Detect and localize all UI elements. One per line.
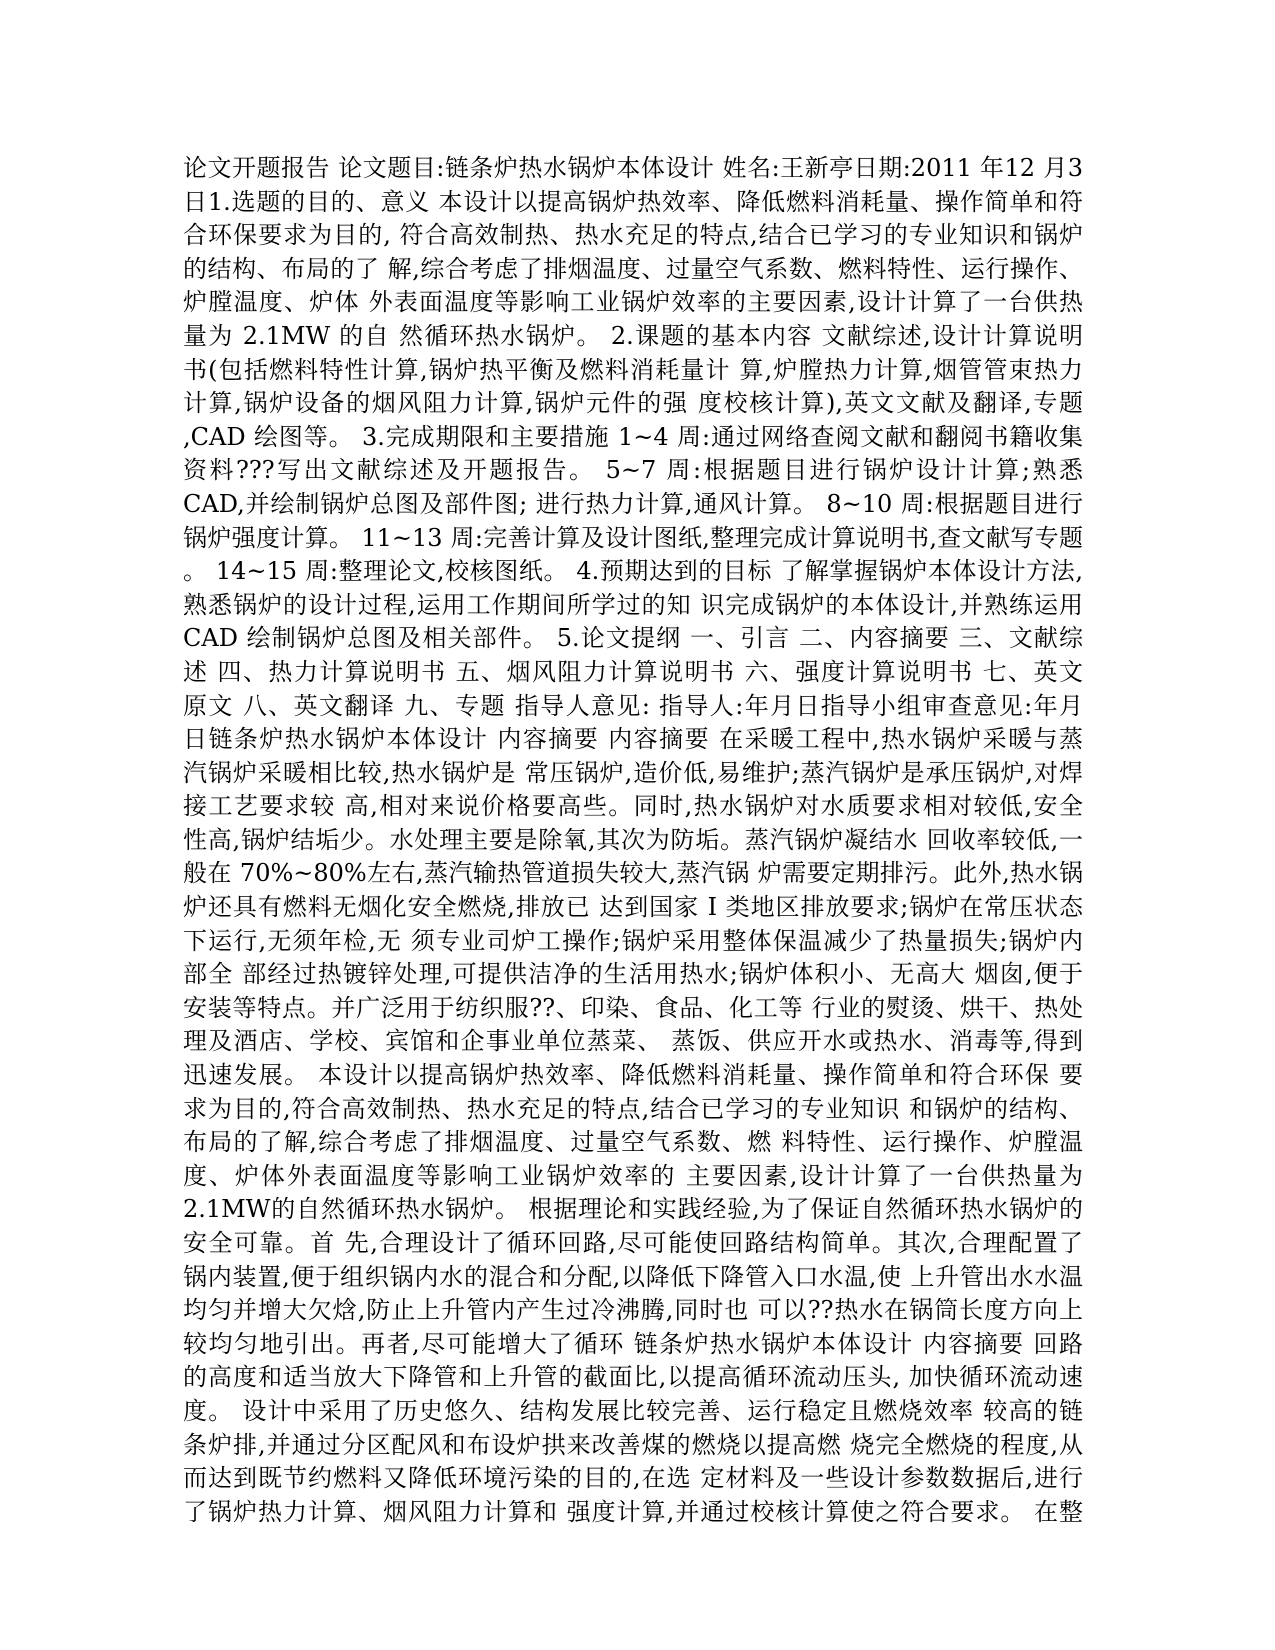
text-line: 量为 2.1MW 的自 然循环热水锅炉。 2.课题的基本内容 文献综述,设计计算说明 <box>183 321 1083 350</box>
text-line: 安装等特点。并广泛用于纺织服??、印染、食品、化工等 行业的熨烫、烘干、热处 <box>183 993 1083 1022</box>
text-line: 原文 八、英文翻译 九、专题 指导人意见: 指导人:年月日指导小组审查意见:年月 <box>183 691 1083 720</box>
text-line: 而达到既节约燃料又降低环境污染的目的,在选 定材料及一些设计参数数据后,进行 <box>183 1464 1083 1493</box>
text-line: 2.1MW的自然循环热水锅炉。 根据理论和实践经验,为了保证自然循环热水锅炉的 <box>183 1195 1083 1224</box>
text-line: 求为目的,符合高效制热、热水充足的特点,结合已学习的专业知识 和锅炉的结构、 <box>183 1094 1083 1123</box>
text-line: 均匀并增大欠焓,防止上升管内产生过冷沸腾,同时也 可以??热水在锅筒长度方向上 <box>183 1296 1083 1325</box>
text-line: 较均匀地引出。再者,尽可能增大了循环 链条炉热水锅炉本体设计 内容摘要 回路 <box>183 1329 1083 1358</box>
text-line: 迅速发展。 本设计以提高锅炉热效率、降低燃料消耗量、操作简单和符合环保 要 <box>183 1061 1083 1090</box>
document-body-text <box>183 152 1083 1529</box>
text-line: 汽锅炉采暖相比较,热水锅炉是 常压锅炉,造价低,易维护;蒸汽锅炉是承压锅炉,对焊 <box>183 758 1083 787</box>
text-line: 度。 设计中采用了历史悠久、结构发展比较完善、运行稳定且燃烧效率 较高的链 <box>183 1396 1083 1425</box>
text-line: 理及酒店、学校、宾馆和企事业单位蒸菜、 蒸饭、供应开水或热水、消毒等,得到 <box>183 1027 1083 1056</box>
text-line: 了锅炉热力计算、烟风阻力计算和 强度计算,并通过校核计算使之符合要求。 在整 <box>183 1497 1083 1526</box>
text-line: ,CAD 绘图等。 3.完成期限和主要措施 1~4 周:通过网络查阅文献和翻阅书籍收集 <box>183 422 1083 451</box>
text-line: 度、炉体外表面温度等影响工业锅炉效率的 主要因素,设计计算了一台供热量为 <box>183 1161 1083 1190</box>
text-line: 述 四、热力计算说明书 五、烟风阻力计算说明书 六、强度计算说明书 七、英文 <box>183 657 1083 686</box>
text-line: CAD,并绘制锅炉总图及部件图; 进行热力计算,通风计算。 8~10 周:根据题目进行 <box>183 489 1083 518</box>
text-line: 资料???写出文献综述及开题报告。 5~7 周:根据题目进行锅炉设计计算;熟悉 <box>183 456 1083 485</box>
text-line: 布局的了解,综合考虑了排烟温度、过量空气系数、燃 料特性、运行操作、炉膛温 <box>183 1128 1083 1157</box>
text-line: 的高度和适当放大下降管和上升管的截面比,以提高循环流动压头, 加快循环流动速 <box>183 1363 1083 1392</box>
text-line: 日1.选题的目的、意义 本设计以提高锅炉热效率、降低燃料消耗量、操作简单和符 <box>183 187 1083 216</box>
text-line: 。 14~15 周:整理论文,校核图纸。 4.预期达到的目标 了解掌握锅炉本体设计方法, <box>183 557 1083 586</box>
text-line: 的结构、布局的了 解,综合考虑了排烟温度、过量空气系数、燃料特性、运行操作、 <box>183 254 1083 283</box>
text-line: 合环保要求为目的, 符合高效制热、热水充足的特点,结合已学习的专业知识和锅炉 <box>183 221 1083 250</box>
text-line: 书(包括燃料特性计算,锅炉热平衡及燃料消耗量计 算,炉膛热力计算,烟管管束热力 <box>183 355 1083 384</box>
text-line: 锅炉强度计算。 11~13 周:完善计算及设计图纸,整理完成计算说明书,查文献写专题 <box>183 523 1083 552</box>
text-line: 论文开题报告 论文题目:链条炉热水锅炉本体设计 姓名:王新亭日期:2011 年12 月3 <box>183 154 1083 182</box>
text-line: 般在 70%~80%左右,蒸汽输热管道损失较大,蒸汽锅 炉需要定期排污。此外,热水锅 <box>183 859 1083 888</box>
text-line: 炉还具有燃料无烟化安全燃烧,排放已 达到国家 I 类地区排放要求;锅炉在常压状态 <box>183 893 1083 922</box>
text-line: 条炉排,并通过分区配风和布设炉拱来改善煤的燃烧以提高燃 烧完全燃烧的程度,从 <box>183 1430 1083 1459</box>
text-line: 下运行,无须年检,无 须专业司炉工操作;锅炉采用整体保温减少了热量损失;锅炉内 <box>183 926 1083 955</box>
text-line: 接工艺要求较 高,相对来说价格要高些。同时,热水锅炉对水质要求相对较低,安全 <box>183 792 1083 821</box>
text-line: 熟悉锅炉的设计过程,运用工作期间所学过的知 识完成锅炉的本体设计,并熟练运用 <box>183 590 1083 619</box>
text-line: CAD 绘制锅炉总图及相关部件。 5.论文提纲 一、引言 二、内容摘要 三、文献综 <box>183 624 1083 653</box>
text-line: 部全 部经过热镀锌处理,可提供洁净的生活用热水;锅炉体积小、无高大 烟囱,便于 <box>183 960 1083 989</box>
text-line: 性高,锅炉结垢少。水处理主要是除氧,其次为防垢。蒸汽锅炉凝结水 回收率较低,一 <box>183 825 1083 854</box>
text-line: 计算,锅炉设备的烟风阻力计算,锅炉元件的强 度校核计算),英文文献及翻译,专题 <box>183 389 1083 418</box>
text-line: 日链条炉热水锅炉本体设计 内容摘要 内容摘要 在采暖工程中,热水锅炉采暖与蒸 <box>183 725 1083 754</box>
text-line: 安全可靠。首 先,合理设计了循环回路,尽可能使回路结构简单。其次,合理配置了 <box>183 1229 1083 1257</box>
text-line: 炉膛温度、炉体 外表面温度等影响工业锅炉效率的主要因素,设计计算了一台供热 <box>183 288 1083 317</box>
text-line: 锅内装置,便于组织锅内水的混合和分配,以降低下降管入口水温,使 上升管出水水温 <box>183 1262 1083 1291</box>
